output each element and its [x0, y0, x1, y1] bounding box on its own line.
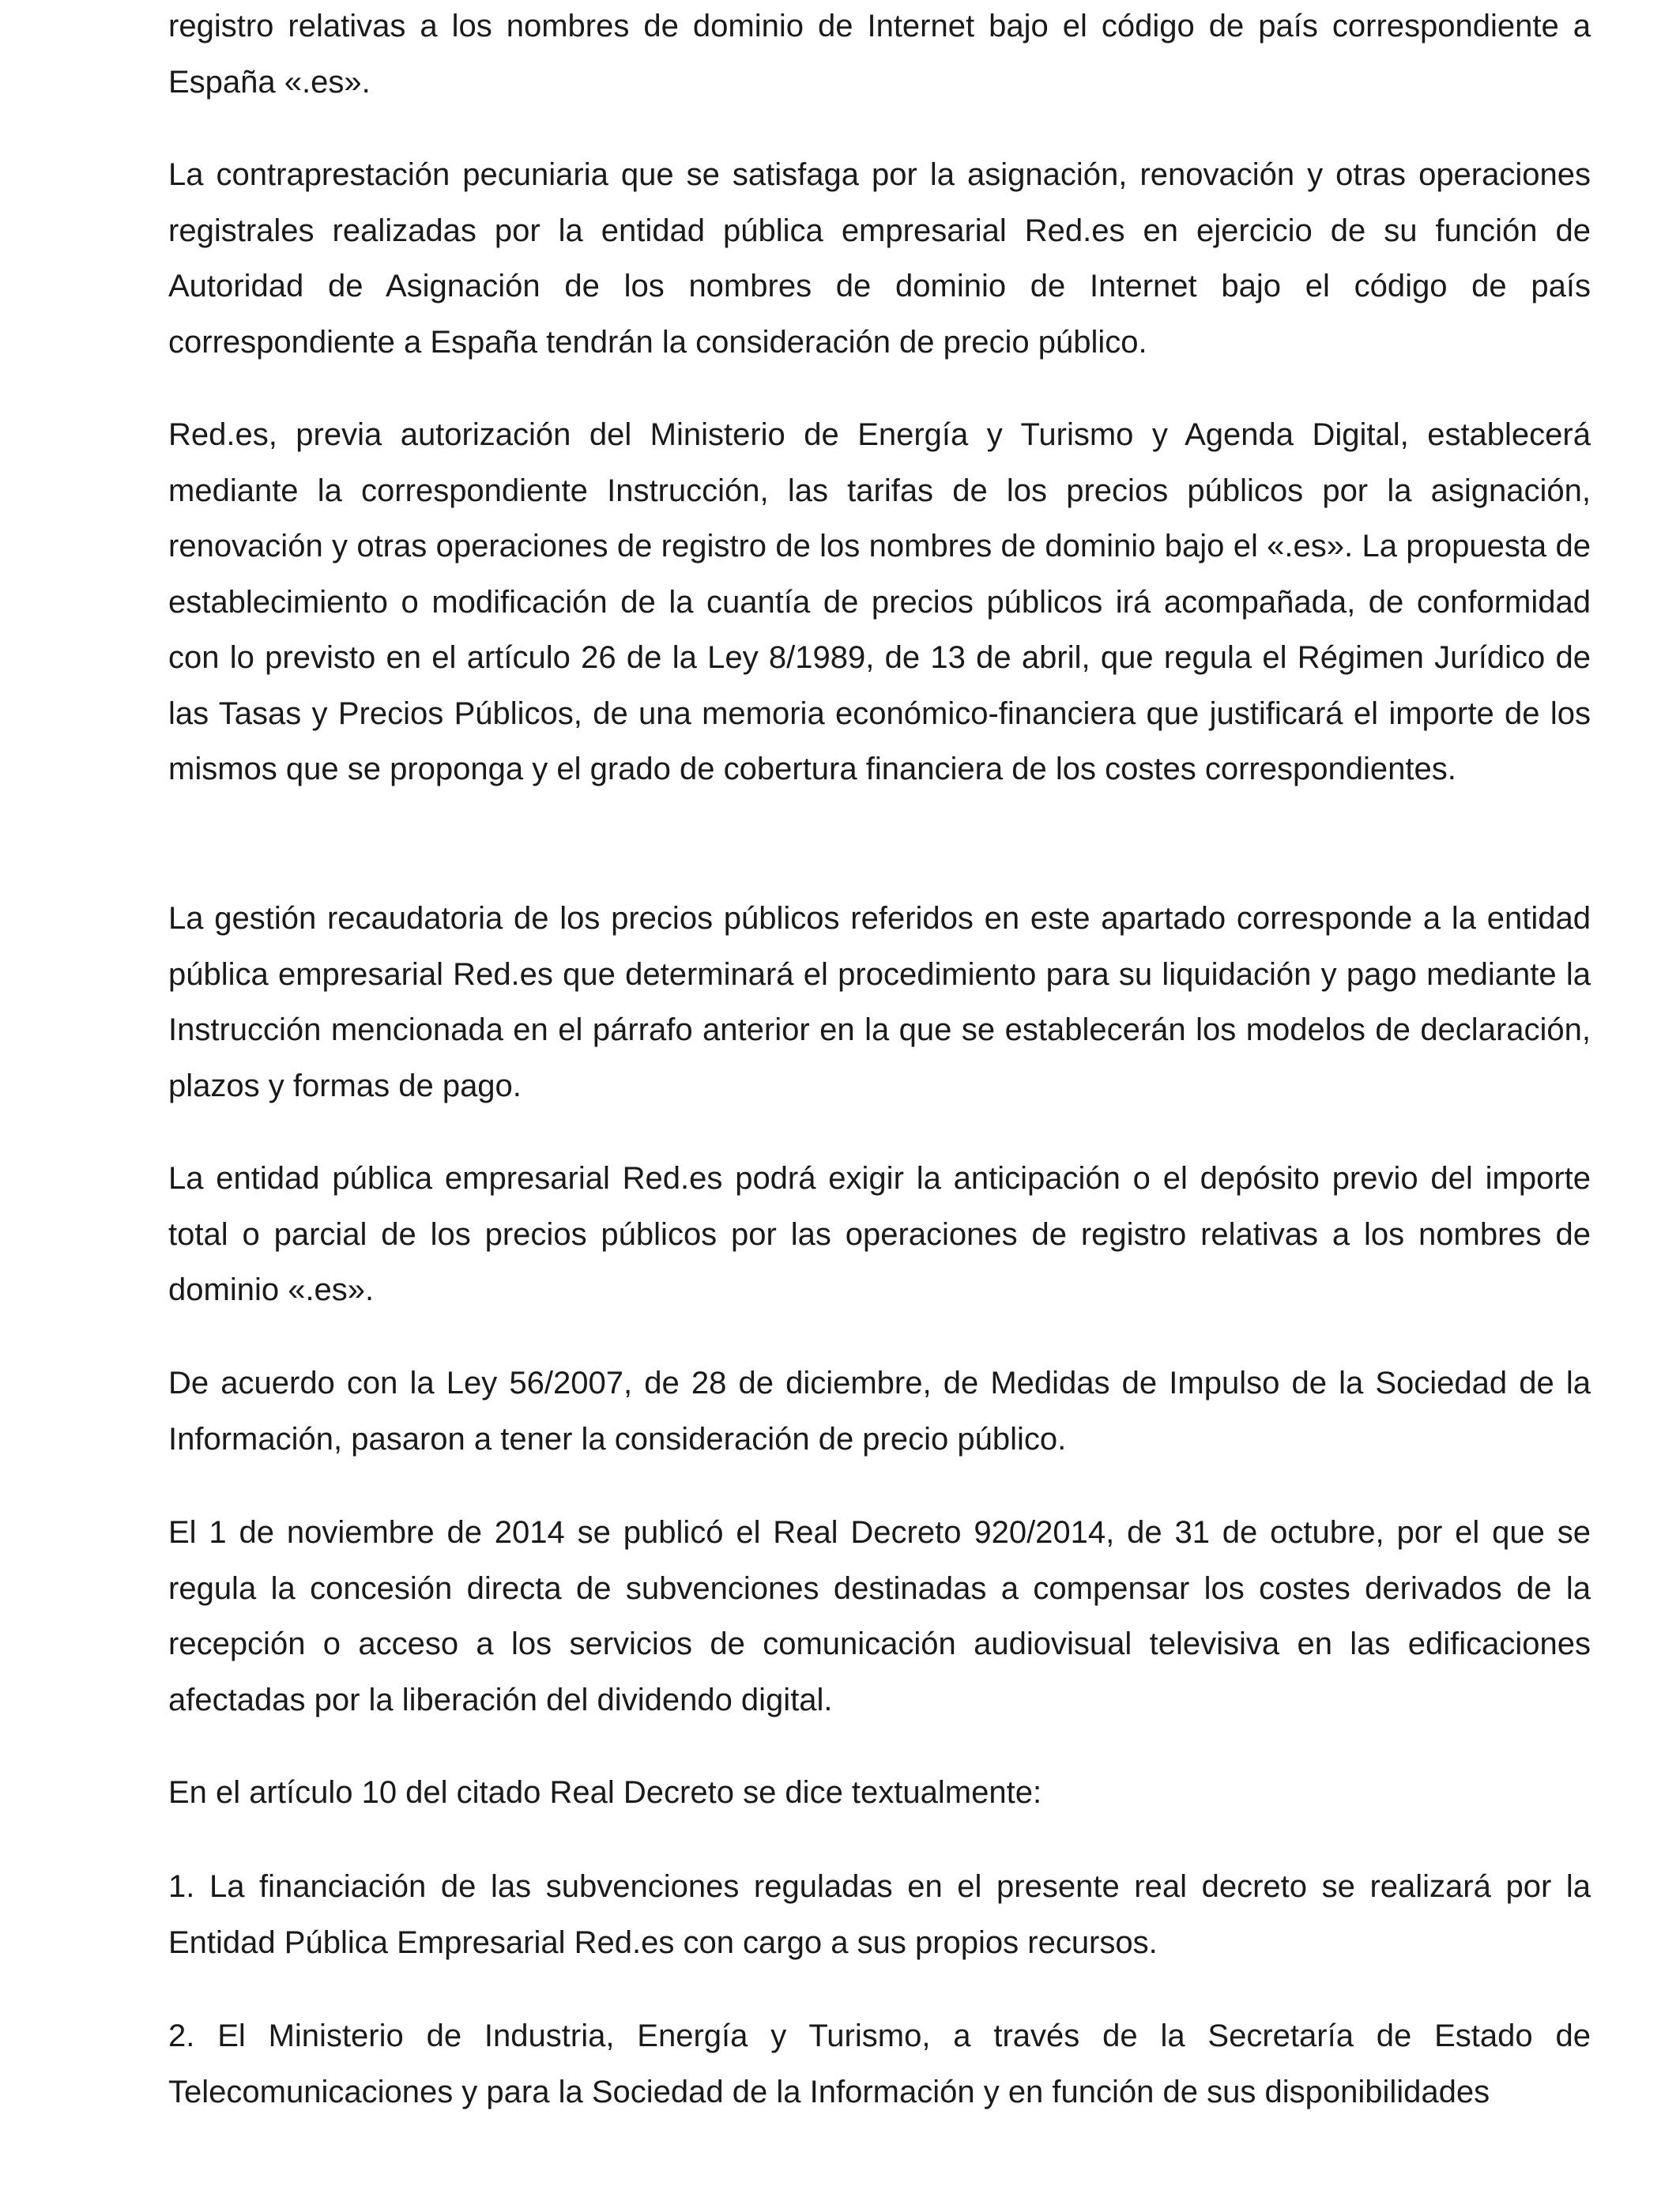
paragraph-item-1-financiacion: 1. La financiación de las subvenciones reguladas en el presente real decreto se realizará por la Entidad Pública Empresarial Red.es con cargo a sus propios recursos. — [168, 1869, 1591, 1960]
paragraph-gestion-recaudatoria: La gestión recaudatoria de los precios públicos referidos en este apartado corresponde a la entidad pública empresarial Red.es que determinará el procedimiento para su liquidación y pago mediante la Instrucción mencionada en el párrafo anterior en la que se establecerán los modelos de declaración, plazos y formas de pago. — [168, 901, 1591, 1103]
paragraph-real-decreto-920-2014: El 1 de noviembre de 2014 se publicó el Real Decreto 920/2014, de 31 de octubre, por el que se regula la concesión directa de subvenciones destinadas a compensar los costes derivados de la recepción o acceso a los servicios de comunicación audiovisual televisiva en las edificaciones afectadas por la liberación del dividendo digital. — [168, 1515, 1591, 1717]
paragraph-anticipacion-deposito: La entidad pública empresarial Red.es podrá exigir la anticipación o el depósito previo del importe total o parcial de los precios públicos por las operaciones de registro relativas a los nombres de dominio «.es». — [168, 1161, 1591, 1307]
paragraph-tarifas-precios: Red.es, previa autorización del Ministerio de Energía y Turismo y Agenda Digital, establecerá mediante la correspondiente Instrucción, las tarifas de los precios públicos por la asignación, renovación y otras operaciones de registro de los nombres de dominio bajo el «.es». La propuesta de establecimiento o modificación de la cuantía de precios públicos irá acompañada, de conformidad con lo previsto en el artículo 26 de la Ley 8/1989, de 13 de abril, que regula el Régimen Jurídico de las Tasas y Precios Públicos, de una memoria económico-financiera que justificará el importe de los mismos que se proponga y el grado de cobertura financiera de los costes correspondientes. — [168, 417, 1591, 786]
paragraph-articulo-10: En el artículo 10 del citado Real Decreto se dice textualmente: — [168, 1775, 1042, 1810]
paragraph-item-2-ministerio: 2. El Ministerio de Industria, Energía y Turismo, a través de la Secretaría de Estado de Telecomunicaciones y para la Sociedad de la Información y en función de sus disponibilidades — [168, 2019, 1591, 2109]
paragraph-registro-es: registro relativas a los nombres de dominio de Internet bajo el código de país correspondiente a España «.es». — [168, 9, 1591, 100]
document-page — [168, 0, 1591, 2194]
paragraph-ley-56-2007: De acuerdo con la Ley 56/2007, de 28 de diciembre, de Medidas de Impulso de la Sociedad de la Información, pasaron a tener la consideración de precio público. — [168, 1366, 1591, 1457]
paragraph-contraprestacion: La contraprestación pecuniaria que se satisfaga por la asignación, renovación y otras operaciones registrales realizadas por la entidad pública empresarial Red.es en ejercicio de su función de Autoridad de Asignación de los nombres de dominio de Internet bajo el código de país correspondiente a España tendrán la consideración de precio público. — [168, 157, 1591, 360]
